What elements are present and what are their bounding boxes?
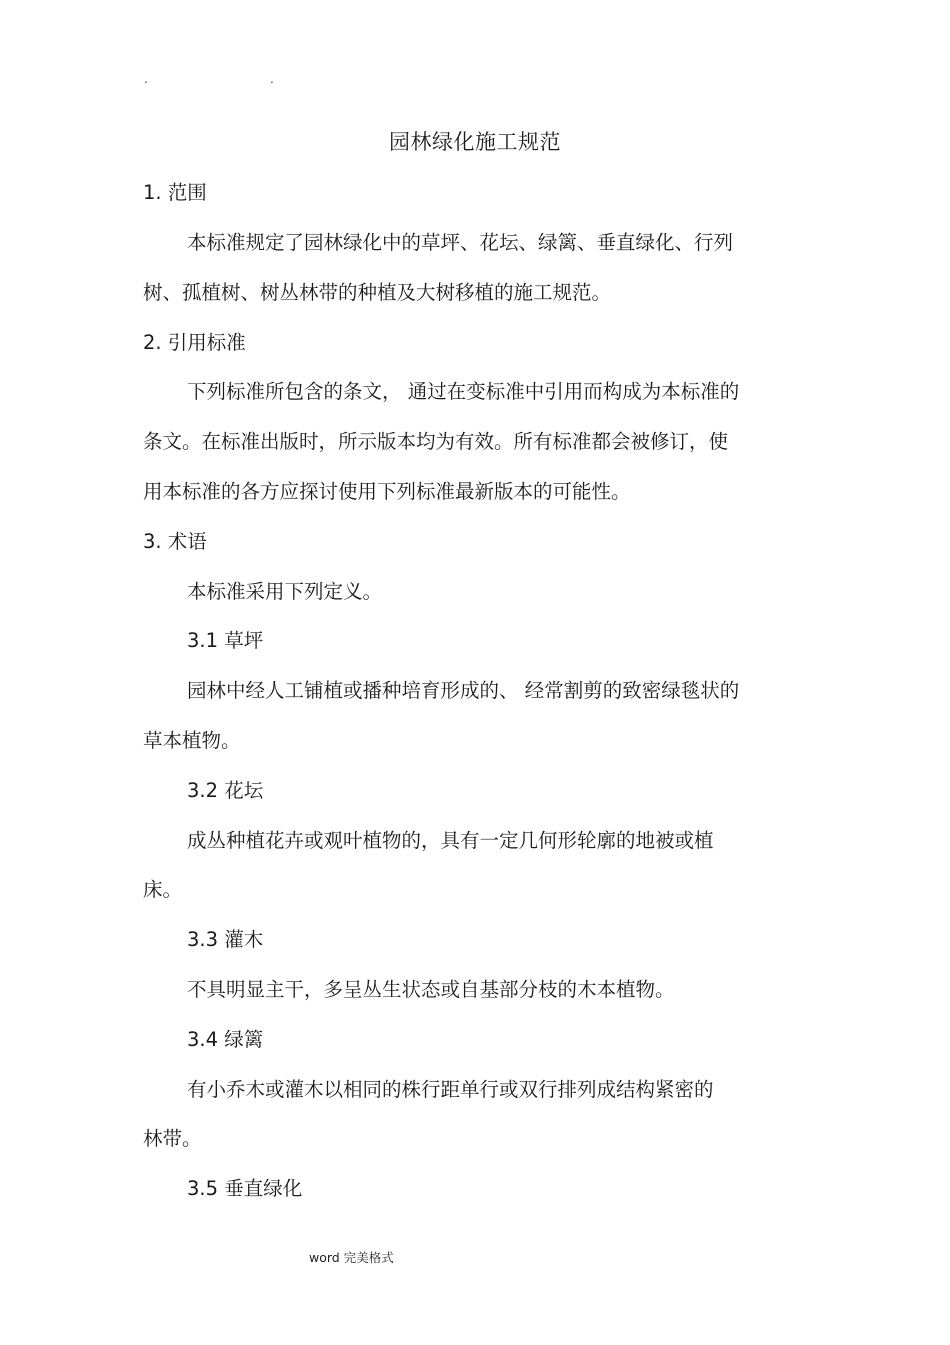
section-heading-terms: 3. 术语	[143, 530, 207, 553]
term-heading-hedge: 3.4 绿篱	[187, 1028, 264, 1051]
document-title: 园林绿化施工规范	[389, 130, 561, 154]
term-heading-flowerbed: 3.2 花坛	[187, 779, 264, 802]
section-heading-scope: 1. 范围	[143, 181, 207, 204]
scope-paragraph-line-1: 本标准规定了园林绿化中的草坪、花坛、绿篱、垂直绿化、行列	[187, 231, 734, 254]
term-flowerbed-line-2: 床。	[143, 878, 183, 901]
term-lawn-line-2: 草本植物。	[143, 729, 241, 752]
references-paragraph-line-2: 条文。在标准出版时，所示版本均为有效。所有标准都会被修订，使	[143, 430, 729, 453]
term-hedge-line-1: 有小乔木或灌木以相同的株行距单行或双行排列成结构紧密的	[187, 1078, 714, 1101]
header-dot-right: .	[270, 72, 274, 86]
terms-intro: 本标准采用下列定义。	[187, 580, 383, 603]
references-paragraph-line-1: 下列标准所包含的条文， 通过在变标准中引用而构成为本标准的	[187, 380, 740, 403]
term-flowerbed-line-1: 成丛种植花卉或观叶植物的，具有一定几何形轮廓的地被或植	[187, 829, 714, 852]
term-hedge-line-2: 林带。	[143, 1127, 202, 1150]
scope-paragraph-line-2: 树、孤植树、树丛林带的种植及大树移植的施工规范。	[143, 281, 612, 304]
term-heading-shrub: 3.3 灌木	[187, 928, 264, 951]
header-dot-left: .	[144, 72, 148, 86]
term-lawn-line-1: 园林中经人工铺植或播种培育形成的、 经常割剪的致密绿毯状的	[187, 679, 740, 702]
term-shrub-line-1: 不具明显主干，多呈丛生状态或自基部分枝的木本植物。	[187, 978, 675, 1001]
page-footer: word 完美格式	[309, 1250, 394, 1265]
term-heading-lawn: 3.1 草坪	[187, 629, 264, 652]
term-heading-vertical-greening: 3.5 垂直绿化	[187, 1177, 303, 1200]
section-heading-references: 2. 引用标准	[143, 331, 246, 354]
references-paragraph-line-3: 用本标准的各方应探讨使用下列标准最新版本的可能性。	[143, 480, 631, 503]
